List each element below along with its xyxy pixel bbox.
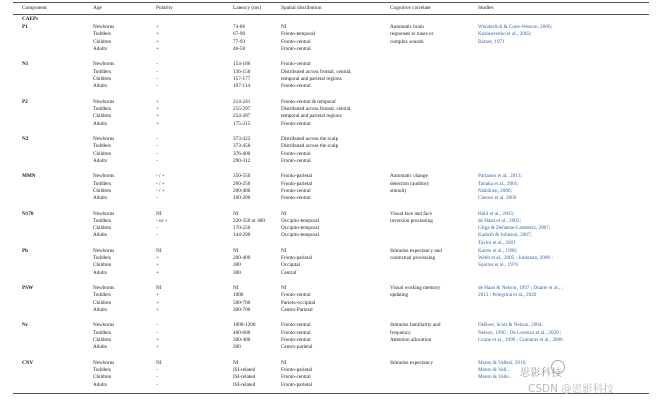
age-cell: Children: [93, 374, 112, 381]
cognitive-correlate-cell: responses to tones or: [390, 31, 434, 38]
polarity-cell: -: [156, 195, 158, 202]
polarity-cell: - / +: [156, 173, 165, 180]
study-reference-link[interactable]: Nelson, 1996 ; De Lorenzo et al., 2020 ;: [478, 329, 562, 336]
study-reference-link[interactable]: Webb et al., 2005 ; Jonkman, 2006 ;: [478, 255, 553, 262]
polarity-cell: +: [156, 269, 159, 276]
polarity-cell: -: [156, 75, 158, 82]
latency-cell: ISI-related: [233, 381, 256, 388]
polarity-cell: - / +: [156, 180, 165, 187]
column-header: Component: [22, 4, 47, 11]
study-reference-link[interactable]: 2013 ; Pelegrina et al., 2020: [478, 292, 537, 299]
age-cell: Adults: [93, 120, 107, 127]
polarity-cell: +: [156, 98, 159, 105]
spatial-distribution-cell: Fronto-central: [281, 187, 311, 194]
table-top-rule: [13, 2, 649, 3]
age-cell: Children: [93, 150, 112, 157]
age-cell: Newborns: [93, 359, 115, 366]
latency-cell: NI: [233, 210, 239, 217]
latency-cell: 255-297: [233, 105, 251, 112]
spatial-distribution-cell: Fronto-central: [281, 45, 311, 52]
spatial-distribution-cell: NI: [281, 247, 287, 254]
component-name: N2: [22, 135, 29, 142]
latency-cell: 350-550: [233, 173, 251, 180]
latency-cell: 200-400: [233, 255, 251, 262]
spatial-distribution-cell: Fronto-central: [281, 374, 311, 381]
table-header-rule: [13, 14, 649, 15]
polarity-cell: +: [156, 120, 159, 127]
cognitive-correlate-cell: Visual working memory: [390, 285, 441, 292]
study-reference-link[interactable]: de Haan & Nelson, 1997 ; Duarte et al., ;: [478, 285, 563, 292]
study-reference-link[interactable]: Kushnerenko et al., 2002;: [478, 31, 532, 38]
polarity-cell: +: [156, 38, 159, 45]
spatial-distribution-cell: Fronto-temporal: [281, 31, 315, 38]
section-label: CAEPs: [22, 16, 39, 22]
spatial-distribution-cell: Fronto-central: [281, 337, 311, 343]
age-cell: Adults: [93, 344, 107, 351]
polarity-cell: - or +: [156, 217, 168, 224]
spatial-distribution-cell: Fronto-parietal: [281, 180, 313, 187]
polarity-cell: -: [156, 225, 158, 232]
polarity-cell: -: [156, 381, 158, 388]
cognitive-correlate-cell: inversion processing: [390, 217, 433, 224]
spatial-distribution-cell: Fronto-central: [281, 322, 311, 329]
spatial-distribution-cell: Centro-parietal: [281, 344, 313, 351]
latency-cell: 300-400: [233, 337, 251, 343]
age-cell: Toddlers: [93, 217, 112, 224]
column-header: Spatial distribution: [281, 4, 322, 11]
age-cell: Children: [93, 113, 112, 120]
component-name: CNV: [22, 359, 34, 366]
latency-cell: 200-400: [233, 187, 251, 194]
spatial-distribution-cell: Fronto-central: [281, 61, 311, 68]
component-name: N170: [22, 210, 34, 217]
polarity-cell: +: [156, 292, 159, 299]
latency-cell: NI: [233, 247, 239, 254]
spatial-distribution-cell: Centro-Parietal: [281, 307, 313, 313]
age-cell: Adults: [93, 381, 107, 388]
study-reference-link[interactable]: Squires et al., 1976: [478, 262, 518, 269]
polarity-cell: +: [156, 299, 159, 306]
cognitive-correlate-cell: frequency: [390, 329, 411, 336]
age-cell: Toddlers: [93, 143, 112, 150]
polarity-cell: +: [156, 262, 159, 269]
age-cell: Children: [93, 38, 112, 45]
component-name: Nc: [22, 322, 29, 329]
latency-cell: 290-312: [233, 157, 251, 164]
spatial-distribution-cell: Occipito-temporal: [281, 225, 320, 232]
spatial-distribution-cell: Distributed across frontal, central,: [281, 105, 352, 112]
watermark-brand: 思影科技: [520, 368, 562, 379]
polarity-cell: -: [156, 232, 158, 239]
spatial-distribution-cell: Fronto-parietal: [281, 381, 313, 388]
spatial-distribution-cell: temporal and parietal regions: [281, 75, 342, 82]
column-header: Studies: [478, 4, 494, 11]
age-cell: Adults: [93, 83, 107, 90]
age-cell: Children: [93, 262, 112, 269]
age-cell: Toddlers: [93, 31, 112, 38]
study-reference-link[interactable]: Karrer et al., 1998;: [478, 247, 518, 254]
latency-cell: 373-422: [233, 135, 251, 142]
polarity-cell: +: [156, 337, 159, 343]
latency-cell: 144-200: [233, 232, 251, 239]
age-cell: Newborns: [93, 173, 115, 180]
age-cell: Newborns: [93, 322, 115, 329]
latency-cell: 175-215: [233, 120, 251, 127]
latency-cell: 300: [233, 262, 241, 269]
polarity-cell: +: [156, 105, 159, 112]
spatial-distribution-cell: temporal and parietal regions: [281, 113, 342, 120]
study-reference-link[interactable]: Cheour et al. 2000: [478, 195, 517, 202]
spatial-distribution-cell: Fronto-parietal: [281, 367, 313, 373]
cognitive-correlate-cell: Attention allocation: [390, 337, 432, 343]
age-cell: Adults: [93, 269, 107, 276]
study-reference-link[interactable]: DeBoer, Scott & Nelson, 2004;: [478, 322, 543, 329]
spatial-distribution-cell: Occipito-temporal: [281, 232, 320, 239]
column-header: Age: [93, 4, 102, 11]
polarity-cell: +: [156, 113, 159, 120]
latency-cell: 200-250: [233, 180, 251, 187]
latency-cell: 214-241: [233, 98, 251, 105]
latency-cell: 500-700: [233, 299, 251, 306]
latency-cell: 107-114: [233, 83, 251, 90]
age-cell: Toddlers: [93, 180, 112, 187]
polarity-cell: +: [156, 344, 159, 351]
study-reference-link[interactable]: Mento & Vall...: [478, 367, 511, 373]
spatial-distribution-cell: Fronto-central & temporal: [281, 98, 336, 105]
cognitive-correlate-cell: updating: [390, 292, 409, 299]
study-reference-link[interactable]: Barnet, 1971: [478, 38, 505, 45]
latency-cell: NI: [233, 285, 239, 292]
spatial-distribution-cell: Fronto-parietal: [281, 255, 313, 262]
watermark-csdn: CSDN @思影科技: [528, 383, 614, 395]
spatial-distribution-cell: Fronto-central: [281, 292, 311, 299]
latency-cell: 67-90: [233, 31, 246, 38]
age-cell: Newborns: [93, 61, 115, 68]
spatial-distribution-cell: NI: [281, 24, 287, 30]
spatial-distribution-cell: NI: [281, 285, 287, 292]
latency-cell: 400-600: [233, 329, 251, 336]
component-name: P1: [22, 24, 28, 30]
cognitive-correlate-cell: stimuli): [390, 187, 407, 194]
component-name: Pb: [22, 247, 29, 254]
spatial-distribution-cell: Occipito-temporal: [281, 217, 320, 224]
study-reference-link[interactable]: Grune et al., 1996 ; Gomarus et al., 2006: [478, 337, 563, 343]
spatial-distribution-cell: Parieto-occipital: [281, 299, 316, 306]
age-cell: Newborns: [93, 247, 115, 254]
study-reference-link[interactable]: Näätänen, 2000;: [478, 187, 512, 194]
age-cell: Children: [93, 75, 112, 82]
polarity-cell: NI: [156, 247, 162, 254]
latency-cell: ISI-related: [233, 367, 256, 373]
age-cell: Newborns: [93, 98, 115, 105]
latency-cell: 170-250: [233, 225, 251, 232]
polarity-cell: -: [156, 83, 158, 90]
study-reference-link[interactable]: Tanaka et al., 2001;: [478, 180, 519, 187]
spatial-distribution-cell: NI: [281, 359, 287, 366]
spatial-distribution-cell: Fronto-central: [281, 157, 311, 164]
age-cell: Newborns: [93, 210, 115, 217]
component-name: P2: [22, 98, 28, 105]
latency-cell: 154-186: [233, 61, 251, 68]
spatial-distribution-cell: Fronto-central: [281, 195, 311, 202]
polarity-cell: +: [156, 45, 159, 52]
latency-cell: 300: [233, 344, 241, 351]
cognitive-correlate-cell: Automatic brain: [390, 24, 424, 30]
polarity-cell: NI: [156, 210, 162, 217]
age-cell: Children: [93, 299, 112, 306]
polarity-cell: -: [156, 143, 158, 150]
cognitive-correlate-cell: complex sounds: [390, 38, 424, 45]
latency-cell: 46-58: [233, 45, 246, 52]
cognitive-correlate-cell: Stimulus expectancy and: [390, 247, 442, 254]
study-reference-link[interactable]: Partanen et al., 2013;: [478, 173, 522, 180]
spatial-distribution-cell: Fronto-parietal: [281, 173, 313, 180]
latency-cell: 254-287: [233, 113, 251, 120]
component-name: PSW: [22, 285, 34, 292]
study-reference-link[interactable]: Wunderlich & Cone-Wesson, 2006;: [478, 24, 553, 30]
polarity-cell: -: [156, 322, 158, 329]
latency-cell: 300: [233, 269, 241, 276]
age-cell: Adults: [93, 45, 107, 52]
cognitive-correlate-cell: Automatic change: [390, 173, 428, 180]
column-header: Cognitive correlate: [390, 4, 431, 11]
polarity-cell: -: [156, 367, 158, 373]
age-cell: Newborns: [93, 24, 115, 30]
age-cell: Toddlers: [93, 367, 112, 373]
latency-cell: 373-450: [233, 143, 251, 150]
age-cell: Toddlers: [93, 105, 112, 112]
latency-cell: 220-350 or 400: [233, 217, 265, 224]
age-cell: Children: [93, 187, 112, 194]
study-reference-link[interactable]: Halit et al., 2003;: [478, 210, 515, 217]
latency-cell: 1000-1200: [233, 322, 256, 329]
spatial-distribution-cell: Occipital: [281, 262, 301, 269]
study-reference-link[interactable]: Kadosh & Johnson, 2007;: [478, 232, 532, 239]
age-cell: Adults: [93, 232, 107, 239]
cognitive-correlate-cell: Stimulus familiarity and: [390, 322, 441, 329]
spatial-distribution-cell: Fronto-central: [281, 150, 311, 157]
component-name: N1: [22, 61, 29, 68]
polarity-cell: -: [156, 329, 158, 336]
study-reference-link[interactable]: Taylor et al., 2001: [478, 239, 516, 246]
age-cell: Toddlers: [93, 292, 112, 299]
column-header: Latency (ms): [233, 4, 262, 11]
spatial-distribution-cell: NI: [281, 210, 287, 217]
spatial-distribution-cell: Distributed across frontal, central,: [281, 68, 352, 75]
latency-cell: NI: [233, 359, 239, 366]
polarity-cell: NI: [156, 359, 162, 366]
polarity-cell: -: [156, 374, 158, 381]
latency-cell: 376-400: [233, 150, 251, 157]
study-reference-link[interactable]: Mento & Vallesi, 2016;: [478, 359, 527, 366]
spatial-distribution-cell: Fronto-central: [281, 329, 311, 336]
polarity-cell: +: [156, 24, 159, 30]
spatial-distribution-cell: Fronto-central: [281, 83, 311, 90]
polarity-cell: +: [156, 31, 159, 38]
polarity-cell: -: [156, 157, 158, 164]
latency-cell: 157-177: [233, 75, 251, 82]
age-cell: Children: [93, 337, 112, 343]
polarity-cell: NI: [156, 285, 162, 292]
latency-cell: 300-700: [233, 307, 251, 313]
age-cell: Toddlers: [93, 329, 112, 336]
latency-cell: ISI-related: [233, 374, 256, 381]
polarity-cell: -: [156, 61, 158, 68]
age-cell: Toddlers: [93, 255, 112, 262]
study-reference-link[interactable]: Mento & Valle...: [478, 374, 513, 381]
age-cell: Adults: [93, 307, 107, 313]
polarity-cell: -: [156, 150, 158, 157]
polarity-cell: +: [156, 255, 159, 262]
polarity-cell: -: [156, 68, 158, 75]
spatial-distribution-cell: Distributed across the scalp: [281, 143, 339, 150]
study-reference-link[interactable]: de Haan et al., 2002;: [478, 217, 521, 224]
spatial-distribution-cell: Fronto-central: [281, 38, 311, 45]
column-header: Polarity: [156, 4, 173, 11]
spatial-distribution-cell: Distributed across the scalp: [281, 135, 339, 142]
latency-cell: 100-200: [233, 195, 251, 202]
age-cell: Newborns: [93, 135, 115, 142]
cognitive-correlate-cell: Stimulus expectancy: [390, 359, 434, 366]
component-name: MMN: [22, 173, 36, 180]
polarity-cell: - / +: [156, 187, 165, 194]
polarity-cell: -: [156, 135, 158, 142]
age-cell: Children: [93, 225, 112, 232]
latency-cell: 74-86: [233, 24, 246, 30]
cognitive-correlate-cell: contextual processing: [390, 255, 436, 262]
polarity-cell: +: [156, 307, 159, 313]
cognitive-correlate-cell: Visual face and face: [390, 210, 432, 217]
spatial-distribution-cell: Central: [281, 269, 297, 276]
age-cell: Newborns: [93, 285, 115, 292]
latency-cell: 1000: [233, 292, 244, 299]
age-cell: Adults: [93, 195, 107, 202]
latency-cell: 136-150: [233, 68, 251, 75]
study-reference-link[interactable]: Gliga & Dehaene-Lambertz, 2007;: [478, 225, 551, 232]
age-cell: Adults: [93, 157, 107, 164]
age-cell: Toddlers: [93, 68, 112, 75]
cognitive-correlate-cell: detection (auditory: [390, 180, 430, 187]
latency-cell: 77-93: [233, 38, 246, 45]
spatial-distribution-cell: Fronto-central: [281, 120, 311, 127]
